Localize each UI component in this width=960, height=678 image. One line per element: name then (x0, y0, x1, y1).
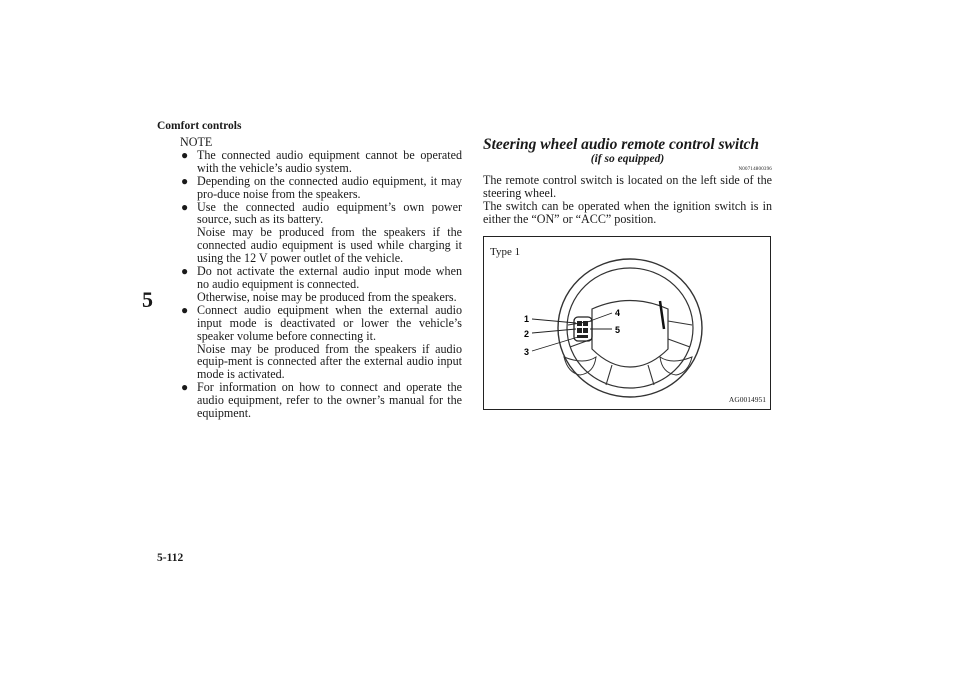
section-column (483, 136, 772, 226)
running-header: Comfort controls (157, 120, 242, 132)
section-title: Steering wheel audio remote control switch (483, 136, 760, 153)
bullet-dot-icon: ● (181, 147, 189, 162)
note-column (180, 136, 462, 420)
section-paragraph-2: The switch can be operated when the ignition switch is in either the “ON” or “ACC” position. (483, 198, 772, 226)
bullet-dot-icon: ● (181, 264, 189, 279)
section-paragraph-1: The remote control switch is located on the left side of the steering wheel. (483, 173, 772, 200)
note-item-text: Noise may be produced from the speakers if the connected audio equipment is used while charging it using the 12 V power outlet of the vehicle. (197, 225, 462, 266)
callout-3: 3 (524, 347, 530, 357)
figure-ref-code: AG0014951 (728, 395, 766, 404)
note-list (180, 149, 462, 420)
note-item (180, 175, 462, 201)
section-code: N00714800396 (738, 167, 772, 172)
steering-wheel-figure (483, 236, 771, 410)
note-item-text: Do not activate the external audio input mode when no audio equipment is connected. (197, 264, 462, 291)
callout-4: 4 (615, 308, 621, 318)
bullet-dot-icon: ● (181, 302, 189, 317)
figure-type-label: Type 1 (490, 246, 521, 258)
note-item-text: Connect audio equipment when the external audio input mode is deactivated or lower the vehicle’s speaker volume before connecting it. (197, 302, 462, 343)
bullet-dot-icon: ● (181, 173, 189, 188)
note-item (180, 381, 462, 420)
note-item-text: Noise may be produced from the speakers if audio equip-ment is connected after the external audio input mode is activated. (197, 341, 462, 382)
note-item-text: Use the connected audio equipment’s own power source, such as its battery. (197, 199, 462, 227)
note-item-text: The connected audio equipment cannot be operated with the vehicle’s audio system. (197, 147, 462, 175)
chapter-tab: 5 (142, 287, 153, 312)
steering-wheel-illustration (484, 237, 772, 411)
note-item (180, 265, 462, 304)
section-subtitle: (if so equipped) (590, 153, 665, 165)
callout-5: 5 (615, 325, 621, 335)
note-item-text: For information on how to connect and operate the audio equipment, refer to the owner’s manual for the equipment. (197, 380, 462, 421)
note-item-text: Depending on the connected audio equipment, it may pro-duce noise from the speakers. (197, 173, 462, 201)
page-number: 5-112 (157, 552, 184, 564)
note-item-text: Otherwise, noise may be produced from the speakers. (197, 289, 457, 304)
callout-1: 1 (524, 314, 530, 324)
note-item (180, 149, 462, 175)
note-label: NOTE (180, 135, 213, 149)
note-item (180, 304, 462, 381)
bullet-dot-icon: ● (181, 380, 189, 395)
bullet-dot-icon: ● (181, 199, 189, 214)
callout-2: 2 (524, 329, 530, 339)
note-item (180, 201, 462, 266)
